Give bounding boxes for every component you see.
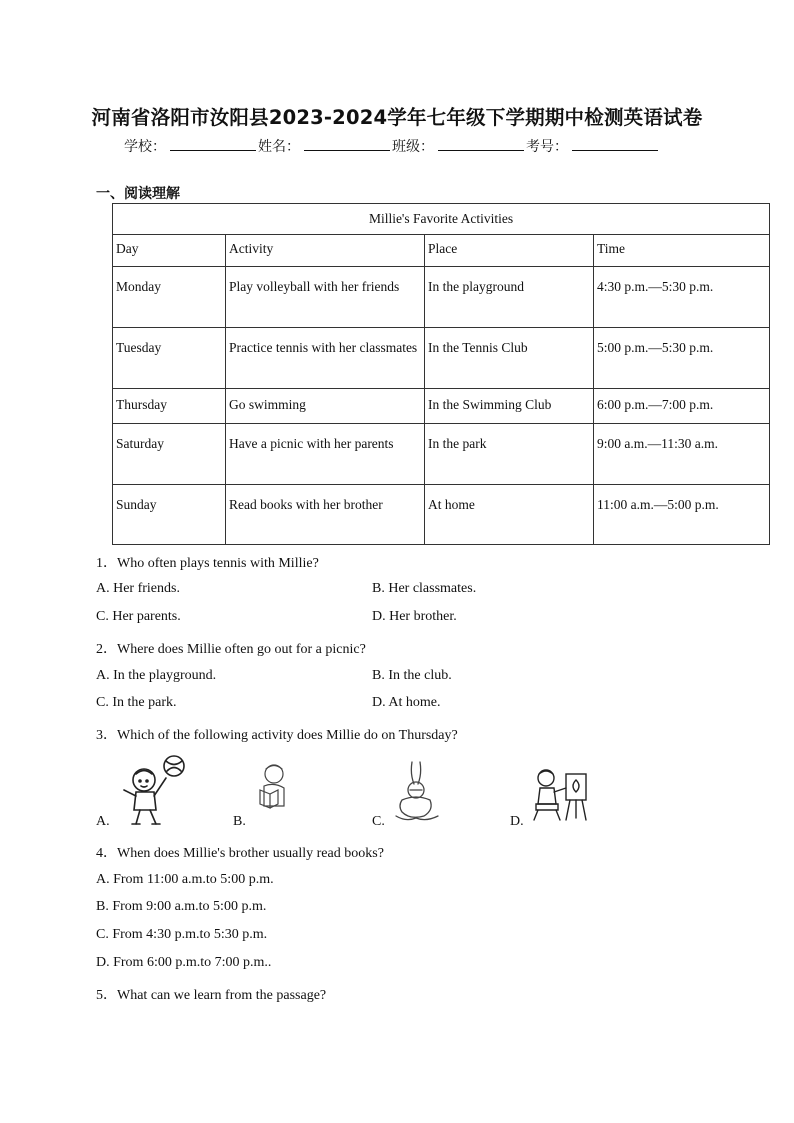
activities-table: [112, 203, 770, 545]
q1-option-d[interactable]: D. Her brother.: [372, 609, 457, 624]
class-label: 班级：: [392, 139, 434, 155]
page-title: 河南省洛阳市汝阳县2023-2024学年七年级下学期期中检测英语试卷: [91, 106, 703, 129]
header-time: Time: [594, 235, 770, 267]
table-cell: Play volleyball with her friends: [226, 267, 425, 328]
q3-option-a[interactable]: A.: [96, 814, 110, 829]
table-cell: 9:00 a.m.—11:30 a.m.: [594, 424, 770, 485]
volleyball-player-icon: [114, 752, 190, 828]
table-cell: 4:30 p.m.—5:30 p.m.: [594, 267, 770, 328]
q3-option-c[interactable]: C.: [372, 814, 385, 829]
header-activity: Activity: [226, 235, 425, 267]
question-3-stem: 3．Which of the following activity does Millie do on Thursday?: [96, 728, 458, 743]
q2-option-d[interactable]: D. At home.: [372, 695, 441, 710]
swimmer-icon: [390, 758, 444, 824]
school-label: 学校：: [124, 139, 166, 155]
table-cell: Practice tennis with her classmates: [226, 328, 425, 389]
question-2-stem: 2．Where does Millie often go out for a picnic?: [96, 642, 366, 657]
number-label: 考号：: [526, 139, 568, 155]
table-cell: 11:00 a.m.—5:00 p.m.: [594, 485, 770, 545]
reading-boy-icon: [250, 760, 290, 824]
table-cell: Monday: [113, 267, 226, 328]
table-cell: In the Tennis Club: [425, 328, 594, 389]
table-cell: In the Swimming Club: [425, 389, 594, 424]
question-4-stem: 4．When does Millie's brother usually read books?: [96, 846, 384, 861]
question-1-stem: 1．Who often plays tennis with Millie?: [96, 556, 319, 571]
table-cell: In the park: [425, 424, 594, 485]
section-heading: 一、阅读理解: [96, 186, 180, 202]
q2-option-c[interactable]: C. In the park.: [96, 695, 177, 710]
q4-option-a[interactable]: A. From 11:00 a.m.to 5:00 p.m.: [96, 872, 274, 887]
table-cell: Read books with her brother: [226, 485, 425, 545]
q1-option-a[interactable]: A. Her friends.: [96, 581, 180, 596]
question-5-stem: 5．What can we learn from the passage?: [96, 988, 327, 1003]
table-cell: Saturday: [113, 424, 226, 485]
student-info-line: [124, 136, 660, 156]
painting-boy-icon: [530, 766, 592, 824]
header-place: Place: [425, 235, 594, 267]
q4-option-b[interactable]: B. From 9:00 a.m.to 5:00 p.m.: [96, 899, 267, 914]
name-blank[interactable]: [304, 136, 390, 151]
header-day: Day: [113, 235, 226, 267]
number-blank[interactable]: [572, 136, 658, 151]
table-cell: In the playground: [425, 267, 594, 328]
table-cell: At home: [425, 485, 594, 545]
table-caption: Millie's Favorite Activities: [113, 204, 770, 235]
table-cell: 5:00 p.m.—5:30 p.m.: [594, 328, 770, 389]
q1-option-c[interactable]: C. Her parents.: [96, 609, 181, 624]
q3-option-b[interactable]: B.: [233, 814, 246, 829]
q3-option-d[interactable]: D.: [510, 814, 524, 829]
table-cell: Sunday: [113, 485, 226, 545]
class-blank[interactable]: [438, 136, 524, 151]
q1-option-b[interactable]: B. Her classmates.: [372, 581, 477, 596]
q2-option-b[interactable]: B. In the club.: [372, 668, 452, 683]
table-cell: Have a picnic with her parents: [226, 424, 425, 485]
table-cell: Thursday: [113, 389, 226, 424]
q2-option-a[interactable]: A. In the playground.: [96, 668, 217, 683]
table-cell: 6:00 p.m.—7:00 p.m.: [594, 389, 770, 424]
table-cell: Go swimming: [226, 389, 425, 424]
q4-option-c[interactable]: C. From 4:30 p.m.to 5:30 p.m.: [96, 927, 268, 942]
name-label: 姓名：: [258, 139, 300, 155]
school-blank[interactable]: [170, 136, 256, 151]
q4-option-d[interactable]: D. From 6:00 p.m.to 7:00 p.m..: [96, 955, 272, 970]
table-cell: Tuesday: [113, 328, 226, 389]
